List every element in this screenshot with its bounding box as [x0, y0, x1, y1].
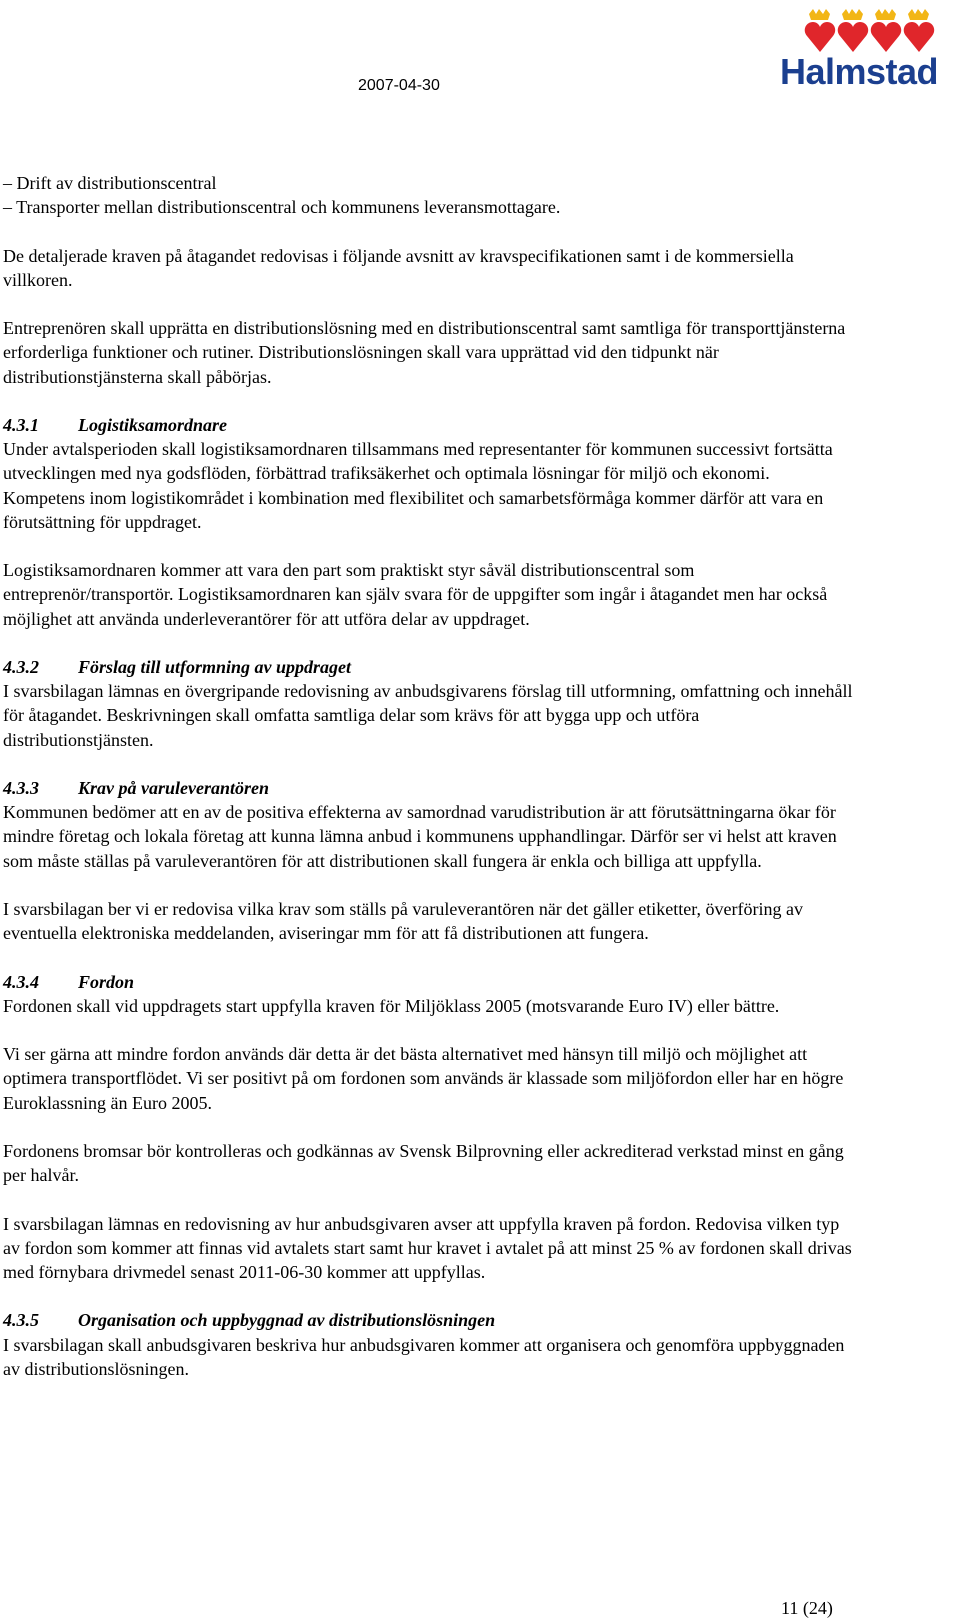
section-heading: [3, 776, 853, 800]
section-heading: [3, 970, 853, 994]
paragraph: Fordonen skall vid uppdragets start uppfylla kraven för Miljöklass 2005 (motsvarande Euro IV) eller bättre.: [3, 995, 780, 1016]
paragraph: I svarsbilagan ber vi er redovisa vilka krav som ställs på varuleverantören när det gäller etiketter, överföring av eventuella elektroniska meddelanden, aviseringar mm för att få distributionen att fungera.: [3, 898, 803, 944]
section-title: Krav på varuleverantören: [78, 777, 269, 798]
section-number: 4.3.4: [3, 971, 39, 992]
paragraph: Under avtalsperioden skall logistiksamordnaren tillsammans med representanter för kommunen successivt fortsätta utvecklingen med nya godsflöden, förbättrad trafiksäkerhet och optimala lösningar för miljö och ekonomi. Kompetens inom logistikområdet i kombination med flexibilitet och samarbetsförmåga kommer därför att vara en förutsättning för uppdraget.: [3, 439, 833, 532]
paragraph: De detaljerade kraven på åtagandet redovisas i följande avsnitt av kravspecifikationen samt i de kommersiella villkoren.: [3, 245, 794, 290]
paragraph: I svarsbilagan lämnas en redovisning av hur anbudsgivaren avser att uppfylla kraven på fordon. Redovisa vilken typ av fordon som kommer att finnas vid avtalets start samt hur kravet i avtalet på att minst 25 % av fordonen skall drivas med förnybara drivmedel senast 2011-06-30 kommer att uppfyllas.: [3, 1213, 852, 1282]
section-title: Logistiksamordnare: [78, 414, 228, 435]
logo-text: Halmstad: [779, 51, 939, 92]
section-title: Fordon: [78, 971, 135, 992]
paragraph: Vi ser gärna att mindre fordon används där detta är det bästa alternativet med hänsyn till miljö och möjlighet att optimera transportflödet. Vi ser positivt på om fordonen som används är klassade som miljöfordon eller har en högre Euroklassning än Euro 2005.: [3, 1044, 844, 1113]
paragraph: Logistiksamordnaren kommer att vara den part som praktiskt styr såväl distributionscentral som entreprenör/transportör. Logistiksamordnaren kan själv svara för de uppgifter som ingår i åtagandet men har också möjlighet att använda underleverantörer för att utföra delar av uppdraget.: [3, 560, 828, 629]
document-date: 2007-04-30: [358, 77, 440, 94]
paragraph: Kommunen bedömer att en av de positiva effekterna av samordnad varudistribution är att förutsättningarna ökar för mindre företag och lokala företag att kunna lämna anbud i kommunens upphandlingar. Därför ser vi helst att kraven som måste ställas på varuleverantören för att distributionen skall fungera är enkla och billiga att uppfylla.: [3, 802, 837, 871]
halmstad-logo: [764, 8, 954, 92]
section-title: Organisation och uppbyggnad av distributionslösningen: [78, 1310, 496, 1331]
page-number: 11 (24): [781, 1598, 833, 1618]
paragraph: I svarsbilagan skall anbudsgivaren beskriva hur anbudsgivaren kommer att organisera och genomföra uppbyggnaden av distributionslösningen.: [3, 1334, 845, 1379]
document-body: [3, 171, 853, 1381]
crowned-hearts-icon: [764, 8, 954, 54]
section-number: 4.3.1: [3, 414, 39, 435]
list-item: – Drift av distributionscentral: [3, 173, 217, 193]
section-number: 4.3.3: [3, 777, 39, 798]
section-heading: [3, 1308, 853, 1332]
section-number: 4.3.2: [3, 656, 39, 677]
section-heading: [3, 655, 853, 679]
section-number: 4.3.5: [3, 1310, 39, 1331]
section-heading: [3, 413, 853, 437]
paragraph: Entreprenören skall upprätta en distributionslösning med en distributionscentral samt samtliga för transporttjänsterna erforderliga funktioner och rutiner. Distributionslösningen skall vara upprättad vid den tidpunkt när distributionstjänsterna skall påbörjas.: [3, 318, 846, 387]
section-title: Förslag till utformning av uppdraget: [78, 656, 352, 677]
list-item: – Transporter mellan distributionscentral och kommunens leveransmottagare.: [3, 197, 561, 218]
paragraph: I svarsbilagan lämnas en övergripande redovisning av anbudsgivarens förslag till utformning, omfattning och innehåll för åtagandet. Beskrivningen skall omfatta samtliga delar som krävs för att bygga upp och utföra distributionstjänsten.: [3, 681, 853, 750]
paragraph: Fordonens bromsar bör kontrolleras och godkännas av Svensk Bilprovning eller ackrediterad verkstad minst en gång per halvår.: [3, 1140, 844, 1186]
